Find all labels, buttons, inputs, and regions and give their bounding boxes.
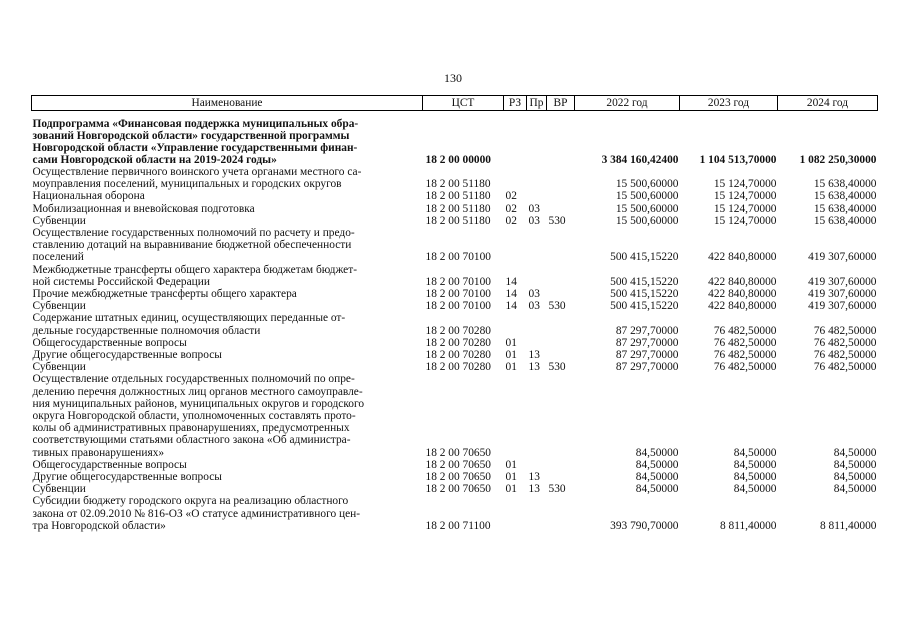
table-row bbox=[32, 203, 878, 215]
row-2024: 15 638,40000 bbox=[813, 214, 877, 227]
row-2023: 84,50000 bbox=[733, 446, 777, 459]
header-pr: Пр bbox=[527, 96, 547, 111]
row-2024: 15 638,40000 bbox=[813, 178, 877, 191]
table-row bbox=[32, 288, 878, 300]
table-row bbox=[32, 495, 878, 532]
row-cst: 18 2 00 00000 bbox=[425, 153, 491, 166]
row-2024: 419 307,60000 bbox=[808, 275, 877, 288]
row-2022: 84,50000 bbox=[635, 471, 679, 484]
table-row bbox=[32, 459, 878, 471]
table-row bbox=[32, 111, 878, 167]
row-cst: 18 2 00 70280 bbox=[425, 349, 491, 362]
table-row bbox=[32, 337, 878, 349]
row-vr: 530 bbox=[548, 214, 566, 227]
table-row bbox=[32, 361, 878, 373]
row-cst: 18 2 00 70100 bbox=[425, 275, 491, 288]
row-rz: 01 bbox=[505, 483, 517, 496]
row-2023: 422 840,80000 bbox=[708, 288, 777, 301]
table-row bbox=[32, 166, 878, 190]
row-pr bbox=[527, 337, 547, 349]
row-cst: 18 2 00 70280 bbox=[425, 324, 491, 337]
row-rz: 14 bbox=[505, 288, 517, 301]
budget-table bbox=[31, 95, 878, 532]
table-row bbox=[32, 471, 878, 483]
row-2024: 1 082 250,30000 bbox=[799, 153, 877, 166]
row-name: Субсидии бюджету городского округа на реализацию областного закона от 02.09.2010 № 816-ОЗ «О статусе административного цен- тра Новгородской области» bbox=[32, 495, 361, 532]
row-rz bbox=[504, 166, 527, 190]
row-2023: 76 482,50000 bbox=[713, 324, 777, 337]
row-cst: 18 2 00 51180 bbox=[425, 214, 491, 227]
table-header-row bbox=[32, 96, 878, 111]
header-2022: 2022 год bbox=[575, 96, 680, 111]
row-name: Другие общегосударственные вопросы bbox=[32, 471, 222, 484]
row-vr bbox=[547, 203, 575, 215]
row-cst: 18 2 00 70280 bbox=[425, 336, 491, 349]
row-name: Содержание штатных единиц, осуществляющих переданные от- дельные государственные полномочия области bbox=[32, 312, 346, 337]
row-name: Общегосударственные вопросы bbox=[32, 458, 187, 471]
row-vr bbox=[547, 166, 575, 190]
table-row bbox=[32, 349, 878, 361]
row-name: Субвенции bbox=[32, 300, 86, 313]
row-2022: 500 415,15220 bbox=[610, 251, 679, 264]
row-pr: 03 bbox=[528, 300, 540, 313]
row-name: Подпрограмма «Финансовая поддержка муниципальных обра- зований Новгородской области» государственной программы Новгородской области «Управление государственными финан- сами Новгородской области на 2019-2024 годы» bbox=[32, 118, 359, 166]
row-cst: 18 2 00 51180 bbox=[425, 202, 491, 215]
row-rz: 02 bbox=[505, 190, 517, 203]
row-vr bbox=[547, 459, 575, 471]
row-vr bbox=[547, 264, 575, 288]
table-row bbox=[32, 264, 878, 288]
row-cst: 18 2 00 70650 bbox=[425, 483, 491, 496]
row-name: Национальная оборона bbox=[32, 190, 145, 203]
row-name: Мобилизационная и вневойсковая подготовка bbox=[32, 202, 255, 215]
row-2022: 15 500,60000 bbox=[615, 190, 679, 203]
table-row bbox=[32, 373, 878, 458]
row-rz: 02 bbox=[505, 214, 517, 227]
row-pr bbox=[527, 373, 547, 458]
table-body bbox=[32, 111, 878, 533]
row-vr bbox=[547, 337, 575, 349]
row-pr: 13 bbox=[528, 471, 540, 484]
row-2024: 76 482,50000 bbox=[813, 349, 877, 362]
table-row bbox=[32, 312, 878, 336]
row-vr bbox=[547, 312, 575, 336]
table-row bbox=[32, 483, 878, 495]
table-row bbox=[32, 215, 878, 227]
row-cst: 18 2 00 51180 bbox=[425, 190, 491, 203]
row-vr bbox=[547, 227, 575, 264]
row-cst: 18 2 00 70650 bbox=[425, 471, 491, 484]
row-2023: 8 811,40000 bbox=[719, 519, 777, 532]
row-cst: 18 2 00 70280 bbox=[425, 361, 491, 374]
row-2023: 84,50000 bbox=[733, 471, 777, 484]
row-pr bbox=[527, 166, 547, 190]
row-2024: 15 638,40000 bbox=[813, 190, 877, 203]
row-rz: 14 bbox=[505, 275, 517, 288]
row-name: Субвенции bbox=[32, 361, 86, 374]
row-vr: 530 bbox=[548, 300, 566, 313]
row-pr: 03 bbox=[528, 214, 540, 227]
row-2024: 76 482,50000 bbox=[813, 336, 877, 349]
row-2024: 76 482,50000 bbox=[813, 324, 877, 337]
row-2022: 84,50000 bbox=[635, 446, 679, 459]
row-pr bbox=[527, 495, 547, 532]
row-pr bbox=[527, 190, 547, 202]
table-row bbox=[32, 190, 878, 202]
row-pr bbox=[527, 459, 547, 471]
row-pr: 13 bbox=[528, 361, 540, 374]
row-pr: 03 bbox=[528, 202, 540, 215]
row-vr: 530 bbox=[548, 361, 566, 374]
header-rz: РЗ bbox=[504, 96, 527, 111]
row-2023: 15 124,70000 bbox=[713, 214, 777, 227]
row-2024: 15 638,40000 bbox=[813, 202, 877, 215]
row-2022: 87 297,70000 bbox=[615, 324, 679, 337]
page-number: 130 bbox=[444, 71, 462, 85]
row-rz bbox=[504, 111, 527, 167]
row-2024: 84,50000 bbox=[833, 446, 877, 459]
table-row bbox=[32, 227, 878, 264]
row-cst: 18 2 00 70650 bbox=[425, 458, 491, 471]
row-2022: 87 297,70000 bbox=[615, 349, 679, 362]
row-2022: 3 384 160,42400 bbox=[601, 153, 679, 166]
row-2023: 422 840,80000 bbox=[708, 300, 777, 313]
row-2022: 15 500,60000 bbox=[615, 214, 679, 227]
row-2022: 84,50000 bbox=[635, 483, 679, 496]
row-vr bbox=[547, 471, 575, 483]
row-2023: 84,50000 bbox=[733, 483, 777, 496]
row-cst: 18 2 00 70650 bbox=[425, 446, 491, 459]
row-vr bbox=[547, 190, 575, 202]
row-name: Общегосударственные вопросы bbox=[32, 336, 187, 349]
row-name: Осуществление первичного воинского учета органами местного са- моуправления поселений, муниципальных и городских округов bbox=[32, 166, 362, 191]
row-pr bbox=[527, 111, 547, 167]
header-2023: 2023 год bbox=[680, 96, 778, 111]
row-2022: 87 297,70000 bbox=[615, 361, 679, 374]
row-2024: 419 307,60000 bbox=[808, 300, 877, 313]
row-2023: 422 840,80000 bbox=[708, 275, 777, 288]
row-2022: 393 790,70000 bbox=[610, 519, 679, 532]
row-rz: 02 bbox=[505, 202, 517, 215]
row-2023: 76 482,50000 bbox=[713, 349, 777, 362]
row-name: Межбюджетные трансферты общего характера бюджетам бюджет- ной системы Российской Федерации bbox=[32, 263, 358, 288]
row-2022: 500 415,15220 bbox=[610, 300, 679, 313]
row-name: Другие общегосударственные вопросы bbox=[32, 349, 222, 362]
header-vr: ВР bbox=[547, 96, 575, 111]
row-name: Субвенции bbox=[32, 483, 86, 496]
row-2024: 84,50000 bbox=[833, 483, 877, 496]
row-pr bbox=[527, 264, 547, 288]
row-vr bbox=[547, 373, 575, 458]
row-name: Осуществление отдельных государственных полномочий по опре- делению перечня должностных лиц органов местного самоуправле- ния муниципальных районов, муниципальных округов и городского округа Новгородской области, уполномоченных составлять прото- колы об административных правонарушениях, предусмотренных соответствующими статьями областного закона «Об администра- тивных правонарушениях» bbox=[32, 373, 365, 459]
row-2024: 419 307,60000 bbox=[808, 288, 877, 301]
row-pr bbox=[527, 312, 547, 336]
row-2024: 84,50000 bbox=[833, 458, 877, 471]
row-2022: 15 500,60000 bbox=[615, 178, 679, 191]
row-vr: 530 bbox=[548, 483, 566, 496]
row-cst: 18 2 00 70100 bbox=[425, 251, 491, 264]
row-2022: 87 297,70000 bbox=[615, 336, 679, 349]
row-pr: 13 bbox=[528, 349, 540, 362]
row-2022: 84,50000 bbox=[635, 458, 679, 471]
row-rz bbox=[504, 495, 527, 532]
row-rz: 14 bbox=[505, 300, 517, 313]
row-name: Осуществление государственных полномочий по расчету и предо- ставлению дотаций на выравнивание бюджетной обеспеченности поселений bbox=[32, 227, 355, 264]
row-2024: 76 482,50000 bbox=[813, 361, 877, 374]
row-cst: 18 2 00 71100 bbox=[425, 519, 491, 532]
row-cst: 18 2 00 70100 bbox=[425, 288, 491, 301]
row-vr bbox=[547, 349, 575, 361]
header-2024: 2024 год bbox=[778, 96, 878, 111]
row-rz: 01 bbox=[505, 349, 517, 362]
row-pr: 13 bbox=[528, 483, 540, 496]
row-2023: 422 840,80000 bbox=[708, 251, 777, 264]
row-2022: 500 415,15220 bbox=[610, 275, 679, 288]
row-2024: 84,50000 bbox=[833, 471, 877, 484]
table-row bbox=[32, 300, 878, 312]
row-rz bbox=[504, 227, 527, 264]
row-2022: 15 500,60000 bbox=[615, 202, 679, 215]
row-rz bbox=[504, 373, 527, 458]
row-2023: 15 124,70000 bbox=[713, 178, 777, 191]
row-rz: 01 bbox=[505, 361, 517, 374]
row-vr bbox=[547, 111, 575, 167]
row-cst: 18 2 00 70100 bbox=[425, 300, 491, 313]
header-cst: ЦСТ bbox=[423, 96, 504, 111]
header-name: Наименование bbox=[32, 96, 423, 111]
row-rz bbox=[504, 312, 527, 336]
row-2023: 84,50000 bbox=[733, 458, 777, 471]
row-vr bbox=[547, 288, 575, 300]
row-2024: 419 307,60000 bbox=[808, 251, 877, 264]
row-cst: 18 2 00 51180 bbox=[425, 178, 491, 191]
row-pr: 03 bbox=[528, 288, 540, 301]
row-vr bbox=[547, 495, 575, 532]
row-name: Субвенции bbox=[32, 214, 86, 227]
row-rz: 01 bbox=[505, 458, 517, 471]
row-rz: 01 bbox=[505, 336, 517, 349]
row-2024: 8 811,40000 bbox=[819, 519, 877, 532]
row-2023: 76 482,50000 bbox=[713, 361, 777, 374]
row-rz: 01 bbox=[505, 471, 517, 484]
row-name: Прочие межбюджетные трансферты общего характера bbox=[32, 288, 297, 301]
row-2023: 76 482,50000 bbox=[713, 336, 777, 349]
row-2022: 500 415,15220 bbox=[610, 288, 679, 301]
row-2023: 15 124,70000 bbox=[713, 202, 777, 215]
row-2023: 1 104 513,70000 bbox=[699, 153, 777, 166]
row-2023: 15 124,70000 bbox=[713, 190, 777, 203]
row-pr bbox=[527, 227, 547, 264]
